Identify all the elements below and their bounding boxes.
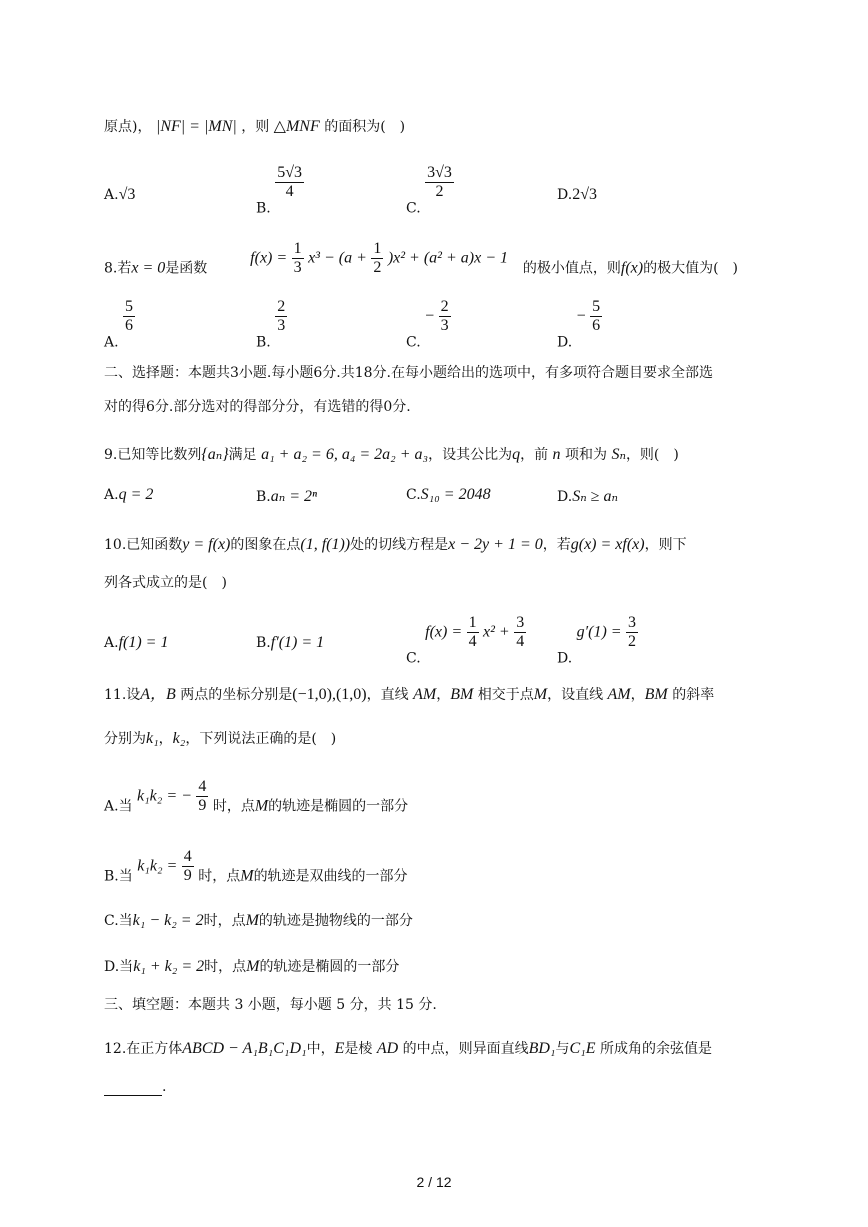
numerator: 2 (440, 298, 449, 315)
page-number: 2 (416, 1174, 425, 1190)
math-expr: a₁ + a₂ = 6, a₄ = 2a₂ + a₃ (261, 446, 429, 463)
q10-stem-line1 (104, 536, 687, 554)
math-expr: Sₙ (611, 446, 626, 463)
math-expr: AD (376, 1040, 399, 1057)
fraction (275, 164, 304, 201)
denominator: 3 (440, 317, 449, 334)
math-expr: M (240, 867, 254, 885)
page-total: 12 (435, 1174, 452, 1190)
option-label: D. (557, 650, 573, 667)
denominator: 6 (592, 317, 601, 334)
option-label: A. (104, 187, 119, 203)
option-label: D. (557, 489, 573, 505)
numerator: 1 (468, 614, 477, 631)
text: 项和为 (565, 447, 607, 463)
denominator: 2 (435, 183, 444, 200)
text: 分别为 (104, 731, 146, 747)
fraction (275, 298, 287, 335)
math-expr: aₙ = 2ⁿ (270, 488, 318, 505)
denominator: 4 (468, 633, 477, 650)
numerator: 3 (516, 614, 525, 631)
answer-blank[interactable] (104, 1081, 162, 1096)
text: 处的切线方程是 (350, 537, 449, 553)
option-label: A. (104, 635, 119, 651)
q8-option-b (256, 298, 287, 351)
option-label: B. (256, 489, 271, 505)
math-expr: {aₙ} (201, 446, 229, 463)
text: 时，点 (203, 913, 246, 929)
math-expr: △MNF (273, 118, 320, 135)
text: 的面积为( ) (324, 119, 406, 135)
numerator: 1 (373, 240, 382, 257)
math-expr: |NF| = |MN| (155, 118, 237, 135)
text: 的极小值点，则 (522, 260, 621, 277)
q8-option-d (557, 298, 602, 351)
math-expr: q (512, 446, 521, 463)
text: 是棱 (344, 1041, 373, 1057)
fraction (292, 240, 304, 277)
text: 时，点 (212, 798, 255, 815)
fraction (514, 614, 526, 651)
q10-option-d (557, 614, 638, 667)
math-expr: M (254, 797, 269, 815)
math-expr: f(x) = (250, 249, 288, 267)
option-label: C. (406, 200, 421, 217)
text: 的图象在点 (230, 537, 301, 553)
text: ，设直线 (547, 687, 604, 703)
option-label: B. (256, 635, 271, 651)
q7-option-b (256, 164, 304, 217)
math-expr: M (246, 958, 260, 975)
text: 中， (306, 1041, 335, 1057)
option-label: A. (104, 487, 119, 503)
math-expr: BD₁ (528, 1040, 556, 1057)
math-expr: 2√3 (572, 186, 597, 203)
q11-option-c (104, 912, 413, 930)
q11-option-b (104, 848, 408, 886)
math-expr: (1, f(1)) (300, 536, 351, 553)
math-expr: C₁E (569, 1040, 596, 1057)
math-expr: AM (607, 686, 631, 703)
math-expr: BM (644, 686, 668, 703)
math-expr: q = 2 (118, 486, 154, 503)
q7-option-a (104, 186, 135, 204)
option-label: C.当 (104, 913, 133, 929)
denominator: 6 (125, 317, 134, 334)
text: 与 (555, 1041, 570, 1057)
numerator: 3√3 (427, 164, 452, 181)
text: 相交于点 (477, 687, 534, 703)
fraction (425, 164, 454, 201)
text: 时，点 (204, 959, 247, 975)
fraction (371, 240, 383, 277)
numerator: 5 (125, 298, 134, 315)
text: 的斜率 (672, 687, 715, 703)
denominator: 9 (198, 797, 207, 814)
section-2-heading-line2: 对的得6分.部分选对的得部分分，有选错的得0分. (104, 399, 411, 415)
page-separator: / (424, 1174, 436, 1190)
q7-option-d (557, 186, 597, 204)
text: ，则 (241, 119, 270, 135)
text: 的轨迹是椭圆的一部分 (259, 959, 400, 975)
math-expr: A，B (140, 686, 176, 703)
text: 时，点 (198, 868, 241, 885)
math-expr: )x² + (a² + a)x − 1 (387, 249, 508, 267)
option-label: A. (104, 334, 119, 351)
text: . (162, 1079, 167, 1095)
math-expr: S₁₀ = 2048 (420, 486, 491, 503)
text: ，则( ) (625, 447, 679, 463)
numerator: 2 (277, 298, 286, 315)
math-expr: x² + (483, 623, 510, 641)
option-label: A.当 (104, 798, 133, 815)
math-expr: k₁ + k₂ = 2 (133, 958, 205, 975)
text: 满足 (228, 447, 257, 463)
q10-option-c (406, 614, 526, 667)
math-expr: g′(1) = (576, 623, 622, 641)
text: 的轨迹是双曲线的一部分 (253, 868, 408, 885)
q9-option-c (406, 486, 491, 504)
math-expr: f(1) = 1 (118, 634, 169, 651)
q9-option-d (557, 486, 618, 506)
text: ， (436, 687, 451, 703)
denominator: 9 (183, 867, 192, 884)
fraction (439, 298, 451, 335)
fraction (590, 298, 602, 335)
q7-stem-tail (104, 118, 405, 136)
numerator: 4 (183, 848, 192, 865)
math-expr: g(x) = xf(x) (570, 536, 645, 553)
q12-answer-blank (104, 1078, 166, 1096)
fraction (123, 298, 135, 335)
math-expr: E (334, 1040, 345, 1057)
math-expr: BM (450, 686, 474, 703)
minus-sign: − (425, 307, 435, 325)
denominator: 4 (516, 633, 525, 650)
math-expr: ABCD − A₁B₁C₁D₁ (182, 1040, 307, 1057)
math-expr: k₁k₂ = (137, 857, 178, 875)
q11-stem-line1 (104, 686, 714, 704)
math-expr: f′(1) = 1 (270, 634, 325, 651)
math-expr: M (533, 686, 548, 703)
question-number: 12.在正方体 (104, 1041, 183, 1057)
option-label: C. (406, 487, 421, 503)
math-expr: n (552, 446, 561, 463)
text: ，下列说法正确的是( ) (185, 731, 337, 747)
q11-option-a (104, 778, 408, 816)
option-label: C. (406, 334, 421, 351)
q7-option-c (406, 164, 454, 217)
text: ， (158, 731, 173, 747)
numerator: 3 (628, 614, 637, 631)
q8-stem (104, 240, 738, 278)
math-expr: x³ − (a + (308, 249, 367, 267)
fraction (182, 848, 194, 885)
text: 两点的坐标分别是 (180, 687, 293, 703)
q11-option-d (104, 958, 399, 976)
math-expr: √3 (118, 186, 136, 203)
fraction (626, 614, 638, 651)
math-expr: x − 2y + 1 = 0 (448, 536, 543, 553)
math-expr: k₁k₂ = − (137, 787, 192, 805)
text: 的轨迹是椭圆的一部分 (268, 798, 409, 815)
math-expr: k₁ − k₂ = 2 (132, 912, 204, 929)
q10-option-b (256, 634, 324, 652)
option-label: B. (256, 334, 271, 351)
text: ，直线 (366, 687, 409, 703)
q9-stem (104, 446, 679, 464)
numerator: 5√3 (277, 164, 302, 181)
denominator: 2 (373, 259, 382, 276)
option-label: D. (557, 334, 573, 351)
q10-option-a (104, 634, 168, 652)
text: ，前 (520, 447, 549, 463)
text: 是函数 (165, 260, 208, 277)
q8-option-c (406, 298, 451, 351)
text: ，设其公比为 (428, 447, 513, 463)
math-expr: f(x) (620, 259, 644, 277)
text: ，则下 (644, 537, 687, 553)
option-label: D.当 (104, 959, 134, 975)
page-footer (0, 1174, 868, 1190)
denominator: 3 (293, 259, 302, 276)
q9-option-a (104, 486, 153, 504)
q9-option-b (256, 486, 317, 506)
text: ， (630, 687, 645, 703)
text: 原点)， (104, 119, 152, 135)
text: 的极大值为( ) (643, 260, 739, 277)
math-expr: M (245, 912, 259, 929)
denominator: 4 (285, 183, 294, 200)
question-number: 10.已知函数 (104, 537, 183, 553)
option-label: D. (557, 187, 573, 203)
numerator: 5 (592, 298, 601, 315)
denominator: 3 (277, 317, 286, 334)
text: 所成角的余弦值是 (599, 1041, 712, 1057)
math-expr: (−1,0),(1,0) (292, 686, 367, 703)
option-label: C. (406, 650, 421, 667)
q12-stem (104, 1040, 712, 1058)
q10-stem-line2: 列各式成立的是( ) (104, 575, 227, 591)
option-label: B. (256, 200, 271, 217)
math-expr: y = f(x) (182, 536, 231, 553)
math-expr: f(x) = (425, 623, 463, 641)
minus-sign: − (576, 307, 586, 325)
question-number: 11.设 (104, 687, 141, 703)
question-number: 9.已知等比数列 (104, 447, 202, 463)
math-expr: Sₙ ≥ aₙ (572, 488, 618, 505)
denominator: 2 (628, 633, 637, 650)
math-expr: AM (413, 686, 437, 703)
text: 的轨迹是抛物线的一部分 (258, 913, 413, 929)
math-expr: k₁ (146, 730, 159, 747)
numerator: 4 (198, 778, 207, 795)
math-expr: k₂ (172, 730, 186, 747)
section-3-heading: 三、填空题：本题共 3 小题，每小题 5 分，共 15 分. (104, 997, 437, 1013)
text: 的中点，则异面直线 (402, 1041, 529, 1057)
math-expr: x = 0 (131, 259, 166, 277)
option-label: B.当 (104, 868, 133, 885)
text: ，若 (542, 537, 571, 553)
q11-stem-line2 (104, 730, 336, 748)
q8-option-a (104, 298, 135, 351)
numerator: 1 (293, 240, 302, 257)
fraction (196, 778, 208, 815)
fraction (467, 614, 479, 651)
section-2-heading-line1: 二、选择题：本题共3小题.每小题6分.共18分.在每小题给出的选项中，有多项符合题目要求全部选 (104, 365, 713, 381)
question-number: 8.若 (104, 260, 132, 277)
